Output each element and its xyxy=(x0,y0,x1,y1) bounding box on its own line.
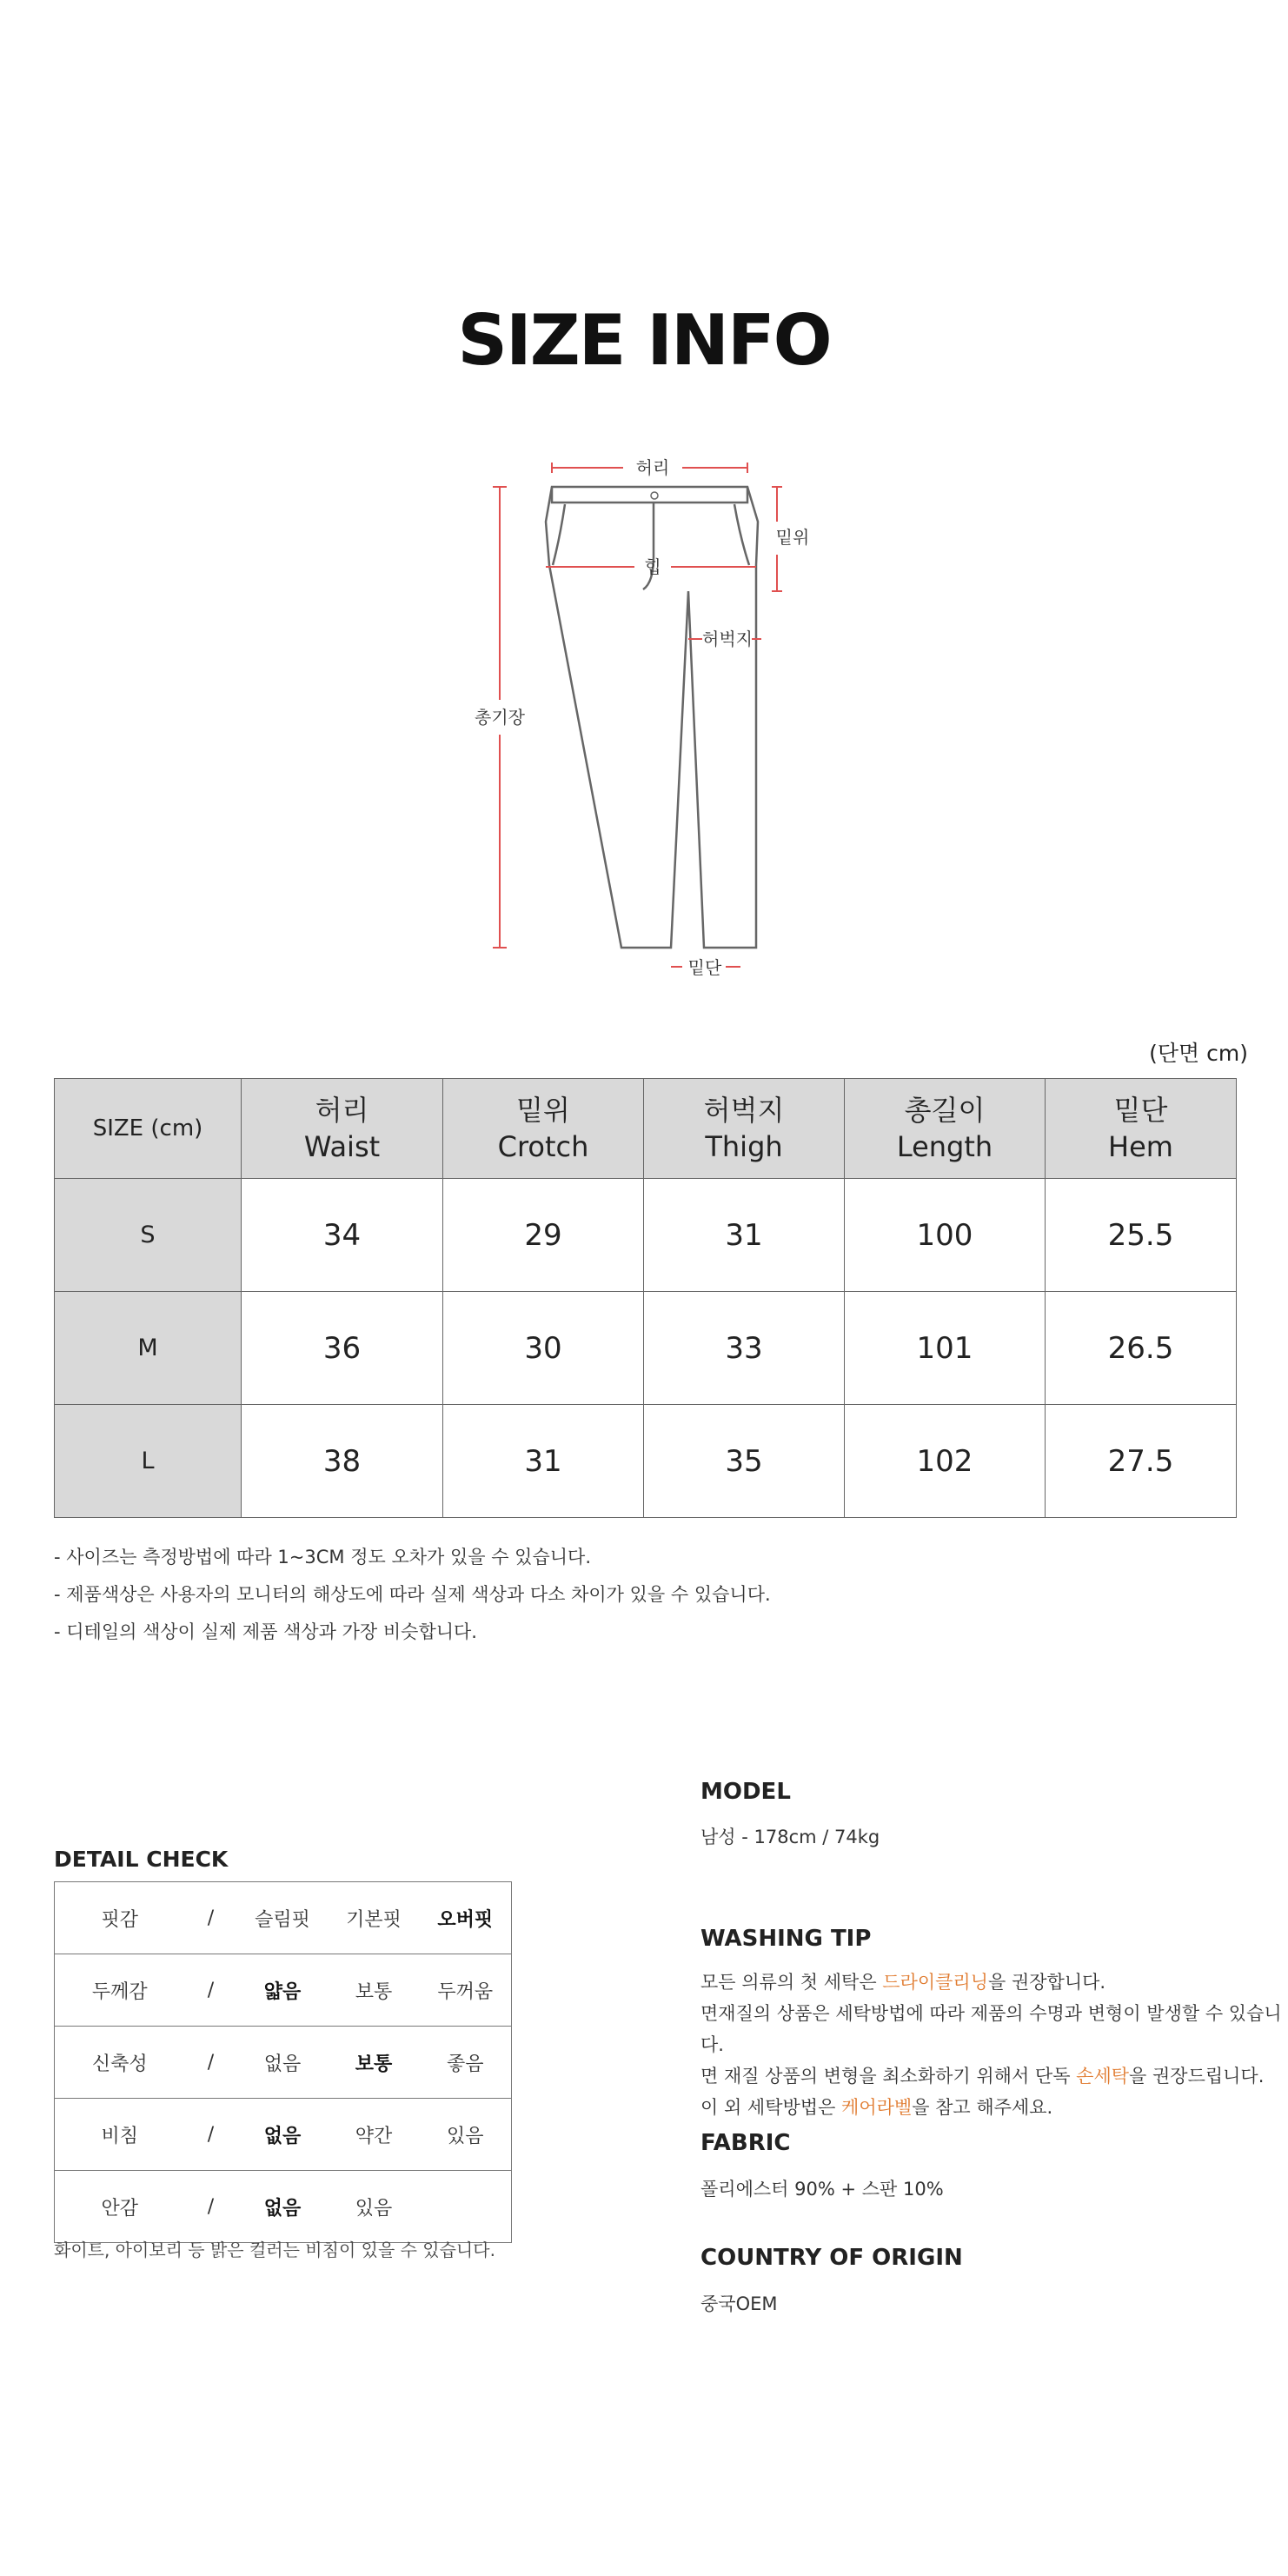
size-table-header-row xyxy=(55,1079,1237,1179)
detail-option-selected: 얇음 xyxy=(237,1954,329,2027)
header-crotch-ko: 밑위 xyxy=(516,1094,570,1127)
header-length-ko: 총길이 xyxy=(904,1094,986,1127)
washing-line-4 xyxy=(700,2092,1288,2123)
fabric-heading: FABRIC xyxy=(700,2130,791,2156)
size-notes xyxy=(54,1539,771,1651)
cell-value: 100 xyxy=(845,1179,1046,1292)
cell-value: 34 xyxy=(242,1179,443,1292)
washing-line-1 xyxy=(700,1967,1288,1998)
crotch-label: 밑위 xyxy=(775,527,810,548)
model-text: 남성 - 178cm / 74kg xyxy=(700,1827,880,1847)
cell-value: 102 xyxy=(845,1405,1046,1518)
detail-option: 있음 xyxy=(329,2171,420,2243)
detail-option: 없음 xyxy=(237,2027,329,2099)
detail-option-selected: 없음 xyxy=(237,2099,329,2171)
note-line: - 디테일의 색상이 실제 제품 색상과 가장 비슷합니다. xyxy=(54,1621,477,1642)
detail-option: 기본핏 xyxy=(329,1882,420,1954)
cell-value: 101 xyxy=(845,1292,1046,1405)
washing-line-4-a: 이 외 세탁방법은 xyxy=(700,2097,842,2118)
header-thigh-ko: 허벅지 xyxy=(703,1094,785,1127)
pants-measurement-diagram xyxy=(469,452,810,991)
length-label: 총기장 xyxy=(475,707,525,728)
header-size-label: SIZE (cm) xyxy=(92,1115,203,1142)
header-waist xyxy=(242,1079,443,1179)
cell-value: 30 xyxy=(443,1292,644,1405)
detail-row-thickness xyxy=(55,1954,512,2027)
detail-option: 두꺼움 xyxy=(420,1954,512,2027)
thigh-label: 허벅지 xyxy=(702,629,753,649)
hem-label: 밑단 xyxy=(687,957,722,978)
cell-value: 31 xyxy=(443,1405,644,1518)
detail-option-empty xyxy=(420,2171,512,2243)
left-pocket xyxy=(553,504,565,565)
detail-label: 두께감 xyxy=(55,1954,185,2027)
header-crotch xyxy=(443,1079,644,1179)
detail-label: 신축성 xyxy=(55,2027,185,2099)
row-size-s: S xyxy=(55,1179,242,1292)
detail-check-note: 화이트, 아이보리 등 밝은 컬러는 비침이 있을 수 있습니다. xyxy=(54,2240,495,2260)
cell-value: 31 xyxy=(644,1179,845,1292)
cell-value: 27.5 xyxy=(1046,1405,1237,1518)
note-line: - 제품색상은 사용자의 모니터의 해상도에 따라 실제 색상과 다소 차이가 있을 수 있습니다. xyxy=(54,1584,771,1605)
detail-option: 약간 xyxy=(329,2099,420,2171)
washing-line-2: 면재질의 상품은 세탁방법에 따라 제품의 수명과 변형이 발생할 수 있습니다. xyxy=(700,2003,1282,2055)
header-size xyxy=(55,1079,242,1179)
header-waist-ko: 허리 xyxy=(315,1094,369,1127)
washing-line-4-b: 을 참고 해주세요. xyxy=(912,2097,1053,2118)
table-row xyxy=(55,1292,1237,1405)
cell-value: 35 xyxy=(644,1405,845,1518)
washing-highlight-care-label: 케어라벨 xyxy=(841,2097,913,2118)
detail-separator: / xyxy=(185,1954,237,2027)
page-title: SIZE INFO xyxy=(457,300,831,381)
detail-row-lining xyxy=(55,2171,512,2243)
header-hem xyxy=(1046,1079,1237,1179)
detail-separator: / xyxy=(185,1882,237,1954)
washing-highlight-hand-wash: 손세탁 xyxy=(1076,2066,1130,2087)
detail-separator: / xyxy=(185,2027,237,2099)
washing-line-3-b: 을 권장드립니다. xyxy=(1129,2066,1265,2087)
hip-label: 힙 xyxy=(644,556,661,577)
washing-line-3 xyxy=(700,2060,1288,2092)
waistband xyxy=(552,487,747,503)
detail-option-selected: 없음 xyxy=(237,2171,329,2243)
right-pocket xyxy=(734,504,749,565)
detail-row-fit xyxy=(55,1882,512,1954)
cell-value: 36 xyxy=(242,1292,443,1405)
cell-value: 38 xyxy=(242,1405,443,1518)
header-thigh xyxy=(644,1079,845,1179)
detail-option: 슬림핏 xyxy=(237,1882,329,1954)
detail-option: 보통 xyxy=(329,1954,420,2027)
header-crotch-en: Crotch xyxy=(497,1130,589,1163)
detail-label: 핏감 xyxy=(55,1882,185,1954)
origin-heading: COUNTRY OF ORIGIN xyxy=(700,2245,963,2271)
detail-option: 좋음 xyxy=(420,2027,512,2099)
measure-lines xyxy=(493,463,782,967)
washing-highlight-dry-cleaning: 드라이클리닝 xyxy=(882,1972,988,1993)
detail-separator: / xyxy=(185,2099,237,2171)
detail-label: 비침 xyxy=(55,2099,185,2171)
table-row xyxy=(55,1405,1237,1518)
washing-line-1-a: 모든 의류의 첫 세탁은 xyxy=(700,1972,883,1993)
size-table xyxy=(54,1078,1237,1518)
cell-value: 25.5 xyxy=(1046,1179,1237,1292)
detail-check-table xyxy=(54,1881,512,2243)
fabric-text: 폴리에스터 90% + 스판 10% xyxy=(700,2179,944,2200)
button-icon xyxy=(651,492,658,499)
origin-text: 중국OEM xyxy=(700,2293,778,2314)
pants-diagram-svg xyxy=(469,452,810,991)
detail-separator: / xyxy=(185,2171,237,2243)
washing-text xyxy=(700,1967,1288,2123)
header-thigh-en: Thigh xyxy=(705,1130,783,1163)
detail-option-selected: 보통 xyxy=(329,2027,420,2099)
note-line: - 사이즈는 측정방법에 따라 1~3CM 정도 오차가 있을 수 있습니다. xyxy=(54,1547,592,1568)
table-row xyxy=(55,1179,1237,1292)
header-waist-en: Waist xyxy=(303,1130,381,1163)
header-hem-en: Hem xyxy=(1108,1130,1173,1163)
row-size-m: M xyxy=(55,1292,242,1405)
unit-label: (단면 cm) xyxy=(1149,1041,1248,1066)
detail-check-title: DETAIL CHECK xyxy=(54,1847,229,1872)
detail-row-sheerness xyxy=(55,2099,512,2171)
washing-heading: WASHING TIP xyxy=(700,1926,872,1952)
cell-value: 29 xyxy=(443,1179,644,1292)
washing-line-1-b: 을 권장합니다. xyxy=(988,1972,1106,1993)
detail-label: 안감 xyxy=(55,2171,185,2243)
model-heading: MODEL xyxy=(700,1779,791,1805)
washing-line-3-a: 면 재질 상품의 변형을 최소화하기 위해서 단독 xyxy=(700,2066,1077,2087)
cell-value: 26.5 xyxy=(1046,1292,1237,1405)
header-hem-ko: 밑단 xyxy=(1113,1094,1168,1127)
header-length-en: Length xyxy=(896,1130,993,1163)
header-length xyxy=(845,1079,1046,1179)
waist-label: 허리 xyxy=(635,457,670,478)
cell-value: 33 xyxy=(644,1292,845,1405)
detail-option: 있음 xyxy=(420,2099,512,2171)
row-size-l: L xyxy=(55,1405,242,1518)
detail-row-stretch xyxy=(55,2027,512,2099)
detail-option-selected: 오버핏 xyxy=(420,1882,512,1954)
